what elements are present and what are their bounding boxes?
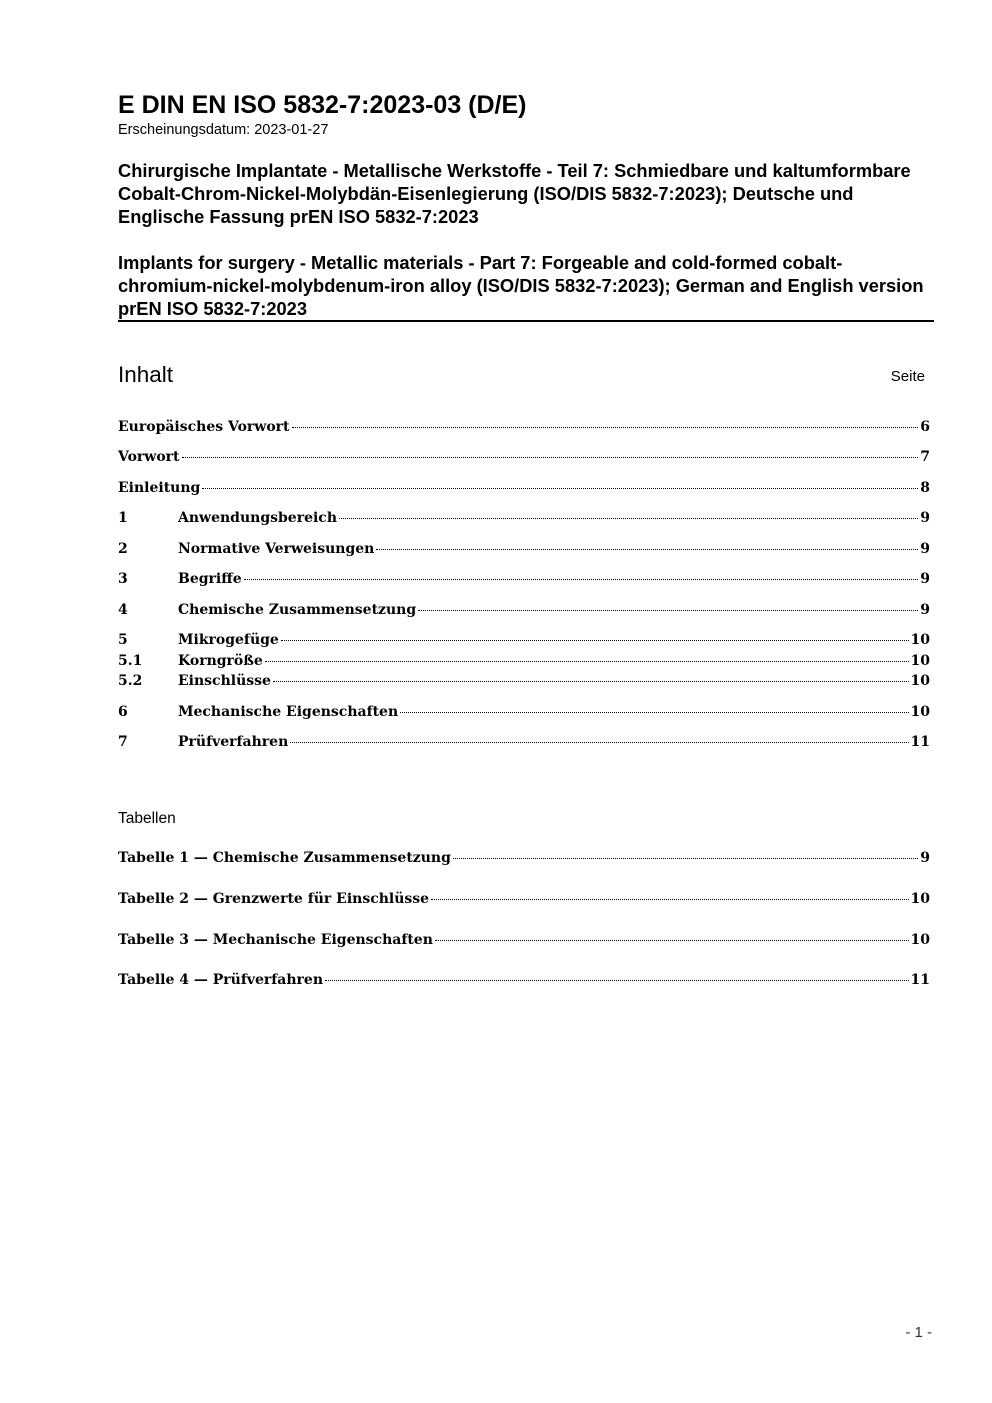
toc-entry-text: Mechanische Eigenschaften	[178, 704, 399, 720]
toc-leader	[281, 640, 909, 641]
toc-entry-text: Begriffe	[178, 571, 242, 587]
tables-heading: Tabellen	[118, 810, 176, 827]
toc-entry-text: Korngröße	[178, 653, 263, 669]
toc-entry-number: 5.2	[118, 673, 143, 689]
toc-leader	[339, 518, 918, 519]
toc-leader	[273, 681, 909, 682]
toc-entry-number: 3	[118, 571, 128, 587]
toc-leader	[418, 610, 918, 611]
toc-entry-number: 1	[118, 510, 128, 526]
table-entry[interactable]	[118, 930, 930, 950]
toc-entry[interactable]	[118, 732, 930, 752]
toc-entry-page: 9	[920, 571, 930, 587]
toc-leader	[431, 899, 908, 900]
table-entry-text: Tabelle 3 — Mechanische Eigenschaften	[118, 932, 433, 948]
toc-entry-page: 10	[910, 704, 930, 720]
table-entry[interactable]	[118, 970, 930, 990]
toc-entry-number: 5	[118, 632, 128, 648]
toc-entry-text: Einleitung	[118, 480, 201, 496]
toc-entry-number: 6	[118, 704, 128, 720]
toc-entry[interactable]	[118, 508, 930, 528]
toc-leader	[292, 427, 919, 428]
toc-entry-text: Mikrogefüge	[178, 632, 279, 648]
toc-entry-number: 2	[118, 541, 128, 557]
table-entry-page: 11	[910, 972, 930, 988]
title-german: Chirurgische Implantate - Metallische Werkstoffe - Teil 7: Schmiedbare und kaltumformbare Cobalt-Chrom-Nickel-Molybdän-Eisenlegierung (ISO/DIS 5832-7:2023); Deutsche und Englische Fassung prEN ISO 5832-7:2023	[118, 160, 911, 227]
toc-entry-page: 11	[910, 734, 930, 750]
toc-entry-text: Prüfverfahren	[178, 734, 289, 750]
publication-date: Erscheinungsdatum: 2023-01-27	[118, 122, 329, 138]
toc-leader	[182, 457, 919, 458]
page-number: - 1 -	[905, 1324, 932, 1341]
toc-entry[interactable]	[118, 702, 930, 722]
toc-entry-text: Vorwort	[118, 449, 180, 465]
toc-entry[interactable]	[118, 417, 930, 437]
toc-entry[interactable]	[118, 539, 930, 559]
toc-entry-page: 6	[920, 419, 930, 435]
toc-entry-page: 9	[920, 602, 930, 618]
toc-entry-text: Chemische Zusammensetzung	[178, 602, 417, 618]
toc-entry-text: Europäisches Vorwort	[118, 419, 290, 435]
toc-entry[interactable]	[118, 630, 930, 650]
toc-entry-page: 7	[920, 449, 930, 465]
table-entry-page: 10	[910, 932, 930, 948]
title-divider	[118, 320, 934, 322]
toc-heading: Inhalt	[118, 362, 174, 387]
toc-entry[interactable]	[118, 651, 930, 671]
table-entry[interactable]	[118, 848, 930, 868]
table-entry-text: Tabelle 2 — Grenzwerte für Einschlüsse	[118, 891, 430, 907]
toc-entry[interactable]	[118, 600, 930, 620]
toc-entry-text: Anwendungsbereich	[178, 510, 337, 526]
toc-leader	[244, 579, 919, 580]
document-id: E DIN EN ISO 5832-7:2023-03 (D/E)	[118, 91, 527, 119]
toc-leader	[376, 549, 918, 550]
toc-entry-text: Normative Verweisungen	[178, 541, 375, 557]
table-entry-text: Tabelle 1 — Chemische Zusammensetzung	[118, 850, 451, 866]
toc-leader	[290, 742, 908, 743]
toc-leader	[453, 858, 918, 859]
toc-page-label: Seite	[890, 368, 925, 385]
toc-leader	[400, 712, 908, 713]
toc-entry-number: 7	[118, 734, 128, 750]
toc-leader	[265, 661, 909, 662]
table-entry[interactable]	[118, 889, 930, 909]
table-entry-page: 9	[920, 850, 930, 866]
toc-entry[interactable]	[118, 478, 930, 498]
toc-entry-page: 10	[910, 632, 930, 648]
toc-leader	[325, 980, 909, 981]
table-entry-page: 10	[910, 891, 930, 907]
toc-entry-number: 4	[118, 602, 128, 618]
toc-leader	[202, 488, 918, 489]
toc-entry[interactable]	[118, 671, 930, 691]
table-entry-text: Tabelle 4 — Prüfverfahren	[118, 972, 324, 988]
toc-entry-page: 9	[920, 510, 930, 526]
toc-entry-page: 8	[920, 480, 930, 496]
toc-entry-page: 9	[920, 541, 930, 557]
toc-entry-page: 10	[910, 653, 930, 669]
title-english: Implants for surgery - Metallic materials - Part 7: Forgeable and cold-formed cobalt-chromium-nickel-molybdenum-iron alloy (ISO/DIS 5832-7:2023); German and English version prEN ISO 5832-7:2023	[118, 252, 924, 319]
toc-leader	[435, 940, 909, 941]
toc-entry[interactable]	[118, 569, 930, 589]
toc-entry-text: Einschlüsse	[178, 673, 271, 689]
toc-entry-page: 10	[910, 673, 930, 689]
toc-entry-number: 5.1	[118, 653, 143, 669]
toc-entry[interactable]	[118, 447, 930, 467]
